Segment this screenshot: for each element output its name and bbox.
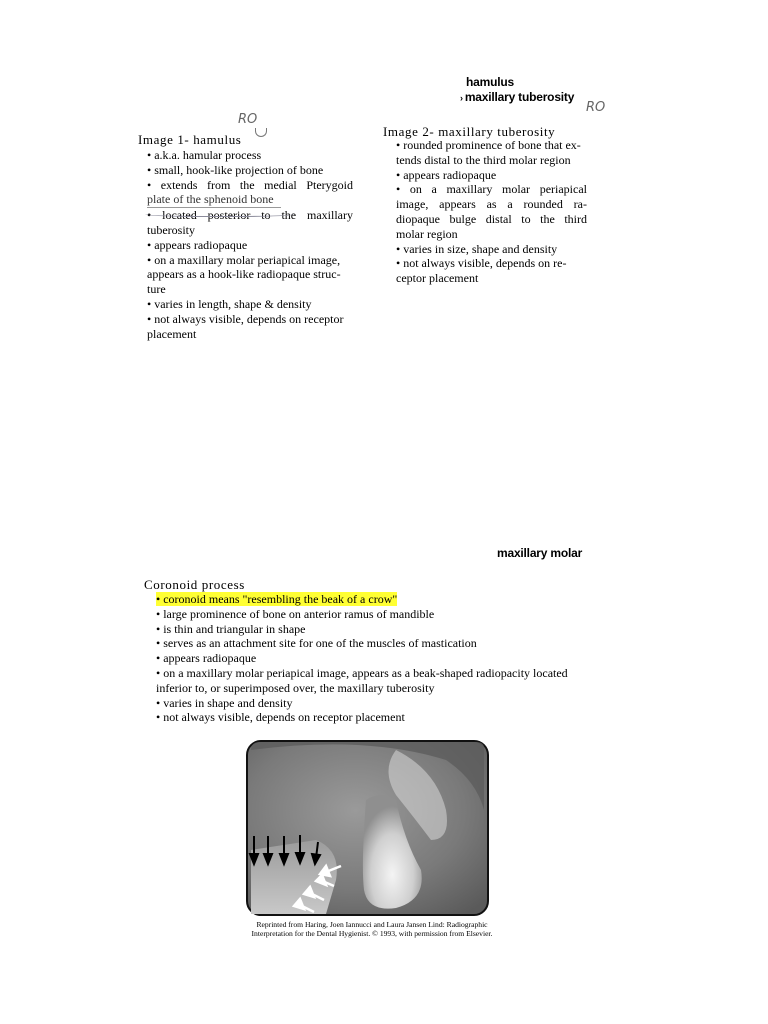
label-maxillary-molar: maxillary molar: [497, 546, 583, 560]
image-caption: [232, 920, 512, 938]
image2-title: Image 2- maxillary tuberosity: [383, 124, 556, 139]
image1-bullet: • small, hook-like projection of bone: [147, 162, 324, 177]
image1-bullet: • on a maxillary molar periapical image,: [147, 252, 341, 267]
image1-title: Image 1- hamulus: [138, 132, 242, 147]
image1-bullet: • located posterior to the maxillary: [147, 208, 353, 223]
image1-bullet: • a.k.a. hamular process: [147, 148, 262, 162]
image1-bullet: • appears radiopaque: [147, 237, 248, 252]
label-hamulus: hamulus: [466, 75, 514, 89]
handwritten-underline-scribble: [145, 210, 295, 217]
image1-bullet: • not always visible, depends on receptor: [147, 311, 344, 326]
radiograph-illustration: [246, 740, 489, 916]
handwritten-u-mark: [255, 128, 267, 137]
handwritten-ro-right: RO: [586, 100, 606, 115]
coronoid-bullet: • is thin and triangular in shape: [156, 621, 306, 636]
image2-bullet: ceptor placement: [396, 271, 479, 286]
marker-glyph: ›: [460, 93, 463, 103]
coronoid-bullet-highlighted: [156, 592, 606, 607]
coronoid-bullet: • not always visible, depends on receptor placement: [156, 710, 405, 725]
image2-bullet-list: [396, 138, 587, 286]
image1-bullet: placement: [147, 326, 197, 341]
image1-bullet-list: [147, 148, 353, 341]
coronoid-bullet: • on a maxillary molar periapical image, appears as a beak-shaped radiopacity located: [156, 665, 568, 680]
label-maxillary-tuberosity-row: [460, 90, 574, 104]
image1-bullet: • extends from the medial Pterygoid: [147, 177, 353, 192]
coronoid-bullet: • large prominence of bone on anterior ramus of mandible: [156, 606, 435, 621]
image2-bullet: • appears radiopaque: [396, 167, 497, 182]
coronoid-bullet: inferior to, or superimposed over, the maxillary tuberosity: [156, 680, 435, 695]
radiograph-image: [246, 740, 489, 916]
image1-bullet: tuberosity: [147, 222, 195, 237]
caption-line-1: Reprinted from Haring, Joen Iannucci and Laura Jansen Lind: Radiographic: [256, 920, 488, 929]
label-maxillary-tuberosity: maxillary tuberosity: [464, 90, 575, 104]
coronoid-bullet-list: [156, 592, 606, 725]
image2-bullet: • varies in size, shape and density: [396, 241, 558, 256]
image2-bullet: tends distal to the third molar region: [396, 152, 571, 167]
coronoid-bullet: • appears radiopaque: [156, 651, 257, 666]
image2-bullet: diopaque bulge distal to the third: [396, 211, 587, 226]
image2-bullet: • not always visible, depends on re-: [396, 256, 567, 271]
image1-bullet-underlined: plate of the sphenoid bone: [147, 192, 281, 208]
image2-bullet: • on a maxillary molar periapical: [396, 182, 587, 197]
image1-bullet: ture: [147, 282, 166, 297]
highlighted-definition: • coronoid means "resembling the beak of a crow": [156, 592, 398, 606]
coronoid-bullet: • varies in shape and density: [156, 695, 293, 710]
image1-bullet: appears as a hook-like radiopaque struc-: [147, 267, 341, 282]
coronoid-title: Coronoid process: [144, 577, 245, 592]
image2-bullet: molar region: [396, 226, 458, 241]
image2-bullet: image, appears as a rounded ra-: [396, 197, 587, 212]
coronoid-bullet: • serves as an attachment site for one of the muscles of mastication: [156, 636, 477, 651]
image2-bullet: • rounded prominence of bone that ex-: [396, 138, 581, 152]
handwritten-ro-left: RO: [238, 112, 258, 127]
caption-line-2: Interpretation for the Dental Hygienist. © 1993, with permission from Elsevier.: [251, 929, 493, 938]
image1-bullet: • varies in length, shape & density: [147, 296, 312, 311]
